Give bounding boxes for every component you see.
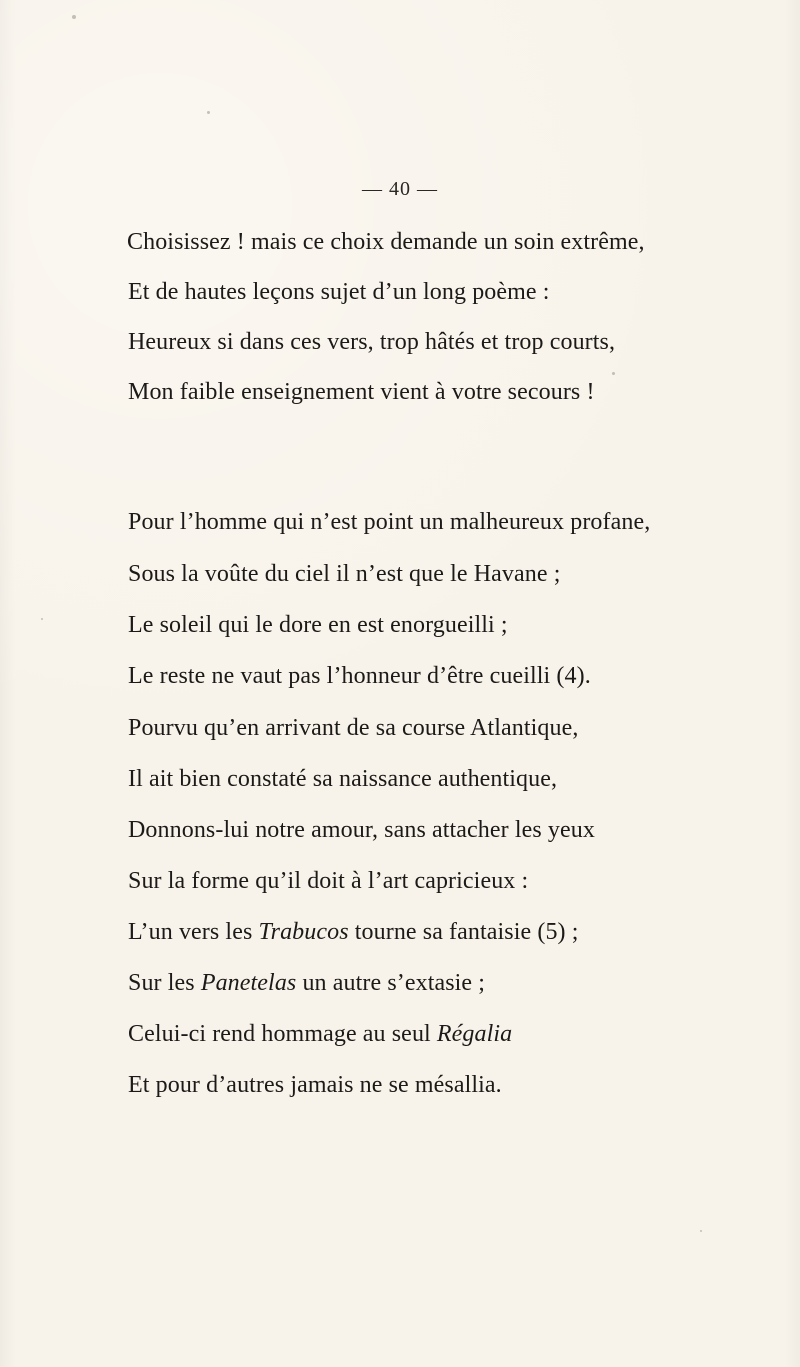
italic-term: Trabucos xyxy=(258,919,349,945)
verse-line: Sur la forme qu’il doit à l’art capricieux : xyxy=(128,868,529,894)
verse-line-with-italic xyxy=(128,969,485,997)
italic-term: Régalia xyxy=(436,1021,513,1047)
verse-line: Choisissez ! mais ce choix demande un soin extrême, xyxy=(127,229,645,255)
page-number: — 40 — xyxy=(362,178,438,200)
verse-line: Il ait bien constaté sa naissance authentique, xyxy=(128,766,558,792)
verse-line: Pourvu qu’en arrivant de sa course Atlantique, xyxy=(128,715,579,741)
verse-text: L’un vers les xyxy=(128,919,259,945)
verse-text: Sur les xyxy=(128,970,201,996)
verse-text: tourne sa fantaisie (5) ; xyxy=(348,919,579,945)
verse-line: Sous la voûte du ciel il n’est que le Havane ; xyxy=(128,561,561,587)
verse-line: Pour l’homme qui n’est point un malheureux profane, xyxy=(128,509,651,535)
verse-line: Et de hautes leçons sujet d’un long poème : xyxy=(128,279,550,305)
verse-line: Le reste ne vaut pas l’honneur d’être cueilli (4). xyxy=(128,663,591,689)
verse-line-with-italic xyxy=(128,1020,512,1048)
italic-term: Panetelas xyxy=(200,970,297,996)
verse-line: Le soleil qui le dore en est enorgueilli ; xyxy=(128,612,508,638)
verse-line: Et pour d’autres jamais ne se mésallia. xyxy=(128,1072,502,1098)
verse-text: un autre s’extasie ; xyxy=(296,970,486,996)
verse-line-with-italic xyxy=(128,918,579,946)
verse-text: Celui-ci rend hommage au seul xyxy=(128,1021,437,1047)
verse-line: Heureux si dans ces vers, trop hâtés et trop courts, xyxy=(128,329,616,355)
verse-line: Donnons-lui notre amour, sans attacher les yeux xyxy=(128,817,595,843)
verse-line: Mon faible enseignement vient à votre secours ! xyxy=(128,379,595,405)
